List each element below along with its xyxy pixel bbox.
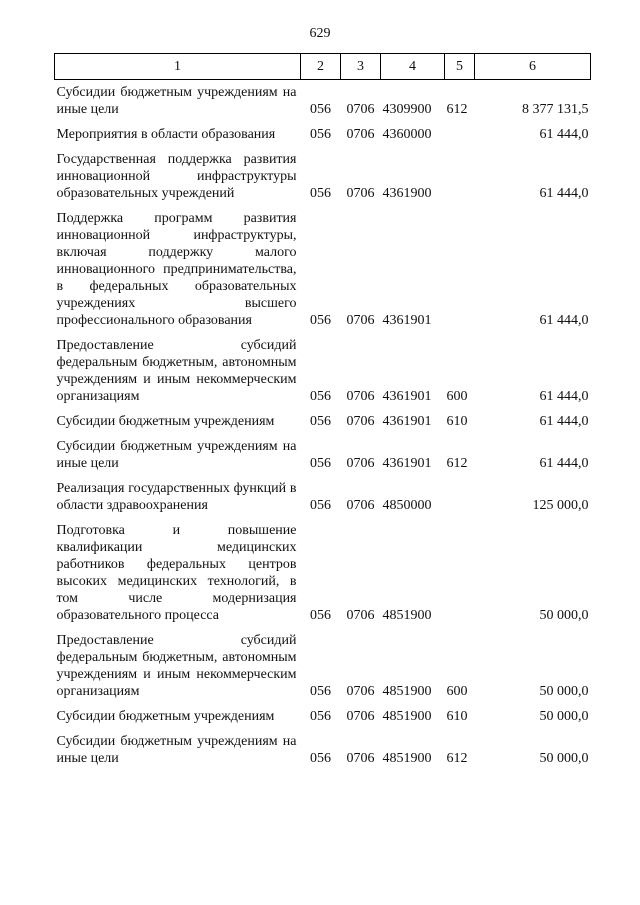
row-name-cell (55, 624, 301, 700)
row-section-code: 0706 (346, 102, 375, 117)
row-name-text: Государственная поддержка развития инновационной инфраструктуры образовательных учреждений (56, 152, 297, 201)
row-target-code: 4851900 (382, 684, 432, 699)
row-name-text: Предоставление субсидий федеральным бюджетным, автономным учреждениям и иным некоммерческим организациям (56, 633, 297, 699)
row-amount: 61 444,0 (539, 389, 589, 404)
row-section-code: 0706 (346, 414, 375, 429)
row-target-code: 4361901 (382, 414, 432, 429)
row-name-cell (55, 430, 301, 472)
row-chapter-code: 056 (310, 389, 331, 404)
row-amount: 61 444,0 (539, 414, 589, 429)
row-chapter-code: 056 (310, 186, 331, 201)
row-section-code: 0706 (346, 498, 375, 513)
row-chapter-code: 056 (310, 709, 331, 724)
row-amount: 50 000,0 (539, 608, 589, 623)
table-row (55, 725, 591, 767)
row-name-text: Предоставление субсидий федеральным бюджетным, автономным учреждениям и иным некоммерческим организациям (56, 338, 297, 404)
row-name-text: Субсидии бюджетным учреждениям на иные цели (56, 439, 297, 471)
row-expense-type-code (445, 143, 475, 202)
row-expense-type-code: 612 (446, 751, 468, 766)
row-expense-type-code: 610 (446, 709, 468, 724)
budget-table (54, 53, 591, 767)
row-section-code: 0706 (346, 709, 375, 724)
row-amount: 61 444,0 (539, 456, 589, 471)
row-name-text: Субсидии бюджетным учреждениям (56, 709, 275, 724)
page-number: 629 (309, 26, 331, 41)
row-target-code: 4851900 (382, 608, 432, 623)
row-name-text: Реализация государственных функций в области здравоохранения (56, 481, 297, 513)
row-amount: 61 444,0 (539, 186, 589, 201)
column-header: 6 (475, 54, 591, 80)
row-name-text: Подготовка и повышение квалификации медицинских работников федеральных центров высоких медицинских технологий, в том числе модернизация образовательного процесса (56, 523, 297, 623)
row-expense-type-code: 612 (446, 456, 468, 471)
row-target-code: 4361901 (382, 456, 432, 471)
table-row (55, 430, 591, 472)
row-name-text: Субсидии бюджетным учреждениям на иные цели (56, 85, 297, 117)
row-name-cell (55, 143, 301, 202)
row-target-code: 4850000 (382, 498, 432, 513)
table-row (55, 80, 591, 119)
row-amount: 50 000,0 (539, 684, 589, 699)
row-name-text: Мероприятия в области образования (56, 127, 276, 142)
column-header: 3 (341, 54, 381, 80)
row-target-code: 4309900 (382, 102, 432, 117)
row-name-cell (55, 118, 301, 143)
row-chapter-code: 056 (310, 751, 331, 766)
row-section-code: 0706 (346, 186, 375, 201)
row-amount: 50 000,0 (539, 751, 589, 766)
row-name-text: Субсидии бюджетным учреждениям на иные цели (56, 734, 297, 766)
row-expense-type-code: 612 (446, 102, 468, 117)
row-expense-type-code (445, 514, 475, 624)
row-section-code: 0706 (346, 313, 375, 328)
table-row (55, 143, 591, 202)
row-name-cell (55, 725, 301, 767)
column-header: 5 (445, 54, 475, 80)
row-name-cell (55, 700, 301, 725)
row-section-code: 0706 (346, 127, 375, 142)
row-section-code: 0706 (346, 751, 375, 766)
row-target-code: 4361900 (382, 186, 432, 201)
row-expense-type-code (445, 118, 475, 143)
row-expense-type-code: 600 (446, 684, 468, 699)
table-header-row (55, 54, 591, 80)
table-row (55, 514, 591, 624)
row-section-code: 0706 (346, 608, 375, 623)
row-expense-type-code (445, 202, 475, 329)
row-name-cell (55, 472, 301, 514)
table-row (55, 700, 591, 725)
row-name-cell (55, 405, 301, 430)
row-target-code: 4360000 (382, 127, 432, 142)
row-chapter-code: 056 (310, 102, 331, 117)
row-section-code: 0706 (346, 456, 375, 471)
row-chapter-code: 056 (310, 313, 331, 328)
row-expense-type-code: 600 (446, 389, 468, 404)
row-chapter-code: 056 (310, 456, 331, 471)
row-amount: 125 000,0 (532, 498, 589, 513)
table-row (55, 202, 591, 329)
row-amount: 61 444,0 (539, 313, 589, 328)
row-amount: 50 000,0 (539, 709, 589, 724)
row-name-text: Субсидии бюджетным учреждениям (56, 414, 275, 429)
table-row (55, 624, 591, 700)
table-body (55, 80, 591, 768)
column-header: 1 (55, 54, 301, 80)
row-section-code: 0706 (346, 684, 375, 699)
row-chapter-code: 056 (310, 414, 331, 429)
row-expense-type-code (445, 472, 475, 514)
row-target-code: 4851900 (382, 751, 432, 766)
column-header: 4 (381, 54, 445, 80)
row-chapter-code: 056 (310, 127, 331, 142)
row-amount: 8 377 131,5 (522, 102, 589, 117)
table-row (55, 472, 591, 514)
row-target-code: 4361901 (382, 313, 432, 328)
row-chapter-code: 056 (310, 498, 331, 513)
row-name-cell (55, 202, 301, 329)
column-header: 2 (301, 54, 341, 80)
row-target-code: 4361901 (382, 389, 432, 404)
row-chapter-code: 056 (310, 684, 331, 699)
table-row (55, 329, 591, 405)
row-name-cell (55, 514, 301, 624)
row-name-cell (55, 80, 301, 119)
row-name-cell (55, 329, 301, 405)
row-target-code: 4851900 (382, 709, 432, 724)
row-section-code: 0706 (346, 389, 375, 404)
row-chapter-code: 056 (310, 608, 331, 623)
row-amount: 61 444,0 (539, 127, 589, 142)
row-expense-type-code: 610 (446, 414, 468, 429)
table-row (55, 118, 591, 143)
table-row (55, 405, 591, 430)
row-name-text: Поддержка программ развития инновационной инфраструктуры, включая поддержку малого инновационного предпринимательства, в федеральных образовательных учреждениях высшего профессионального образования (56, 211, 297, 328)
